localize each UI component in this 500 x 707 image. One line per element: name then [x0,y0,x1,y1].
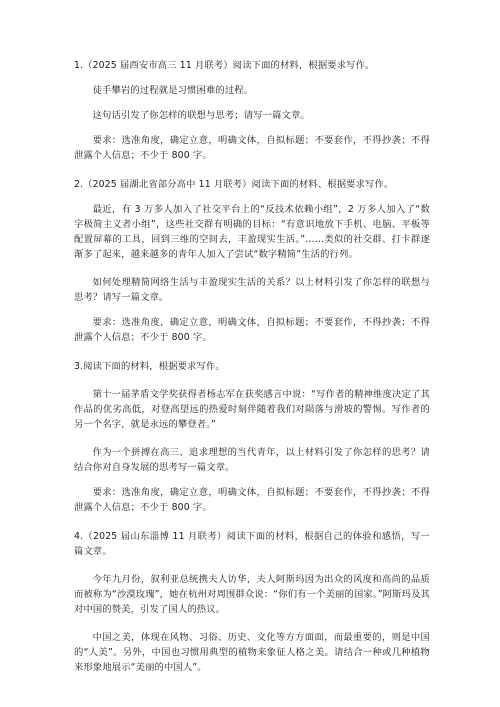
question-1 [74,58,430,163]
question-3 [74,359,430,515]
question-heading: 3.阅读下面的材料，根据要求写作。 [74,361,225,372]
material-paragraph: 今年九月份，叙利亚总统携夫人访华，夫人阿斯玛因为出众的风度和高尚的品质而被称为“沙漠玫瑰”，她在杭州对周围群众说：“你们有一个美丽的国家。”阿斯玛及其对中国的赞美，引发了国人的热议。 [74,574,430,615]
question-4 [74,529,430,675]
question-heading: 1.（2025 届西安市高三 11 月联考）阅读下面的材料，根据要求写作。 [74,60,375,71]
question-2 [74,177,430,345]
document-page [74,58,430,675]
prompt-paragraph: 中国之美，体现在风物、习俗、历史、文化等方方面面，而最重要的，则是中国的“人美”。另外，中国也习惯用典型的植物来象征人格之美。请结合一种或几种植物来形象地展示“美丽的中国人”。 [74,632,430,673]
prompt-paragraph: 作为一个拼搏在高三、追求理想的当代青年，以上材料引发了你怎样的思考？请结合你对自身发展的思考写一篇文章。 [74,447,430,473]
question-heading: 4.（2025 届山东淄博 11 月联考）阅读下面的材料，根据自己的体验和感悟，写一篇文章。 [74,531,430,557]
question-heading: 2.（2025 届湖北省部分高中 11 月联考）阅读下面的材料、根据要求写作。 [74,179,394,190]
requirements-paragraph: 要求：选准角度，确定立意，明确文体，自拟标题；不要套作，不得抄袭；不得泄露个人信息；不少于 800 字。 [74,487,430,513]
material-paragraph: 第十一届茅盾文学奖获得者杨志军在获奖感言中说：“写作者的精神维度决定了其作品的优劣高低，对登高望远的热爱时刻伴随着我们对陨落与滑坡的警惕。写作者的另一个名字，就是永远的攀登者。” [74,389,430,430]
prompt-paragraph: 这句话引发了你怎样的联想与思考；请写一篇文章。 [92,110,310,121]
prompt-paragraph: 如何处理精简网络生活与丰盈现实生活的关系？以上材料引发了你怎样的联想与思考？请写一篇文章。 [74,277,430,303]
material-paragraph: 最近，有 3 万多人加入了社交平台上的“反技术依赖小组”，2 万多人加入了“数字极简主义者小组”，这些社交群有明确的目标：“有意识地放下手机、电脑、平板等配置屏幕的工具，回到三维的空间去，丰盈现实生活。”……类似的社交群、打卡群逐渐多了起来，越来越多的青年人加入了尝试“数字精简”生活的行列。 [74,204,430,260]
requirements-paragraph: 要求：选准角度，确定立意，明确文体，自拟标题；不要套作，不得抄袭；不得泄露个人信息；不少于 800 字。 [74,317,430,343]
material-paragraph: 徒手攀岩的过程就是习惯困难的过程。 [92,85,254,96]
requirements-paragraph: 要求：选准角度，确定立意，明确文体，自拟标题；不要套作，不得抄袭；不得泄露个人信息；不少于 800 字。 [74,135,430,161]
